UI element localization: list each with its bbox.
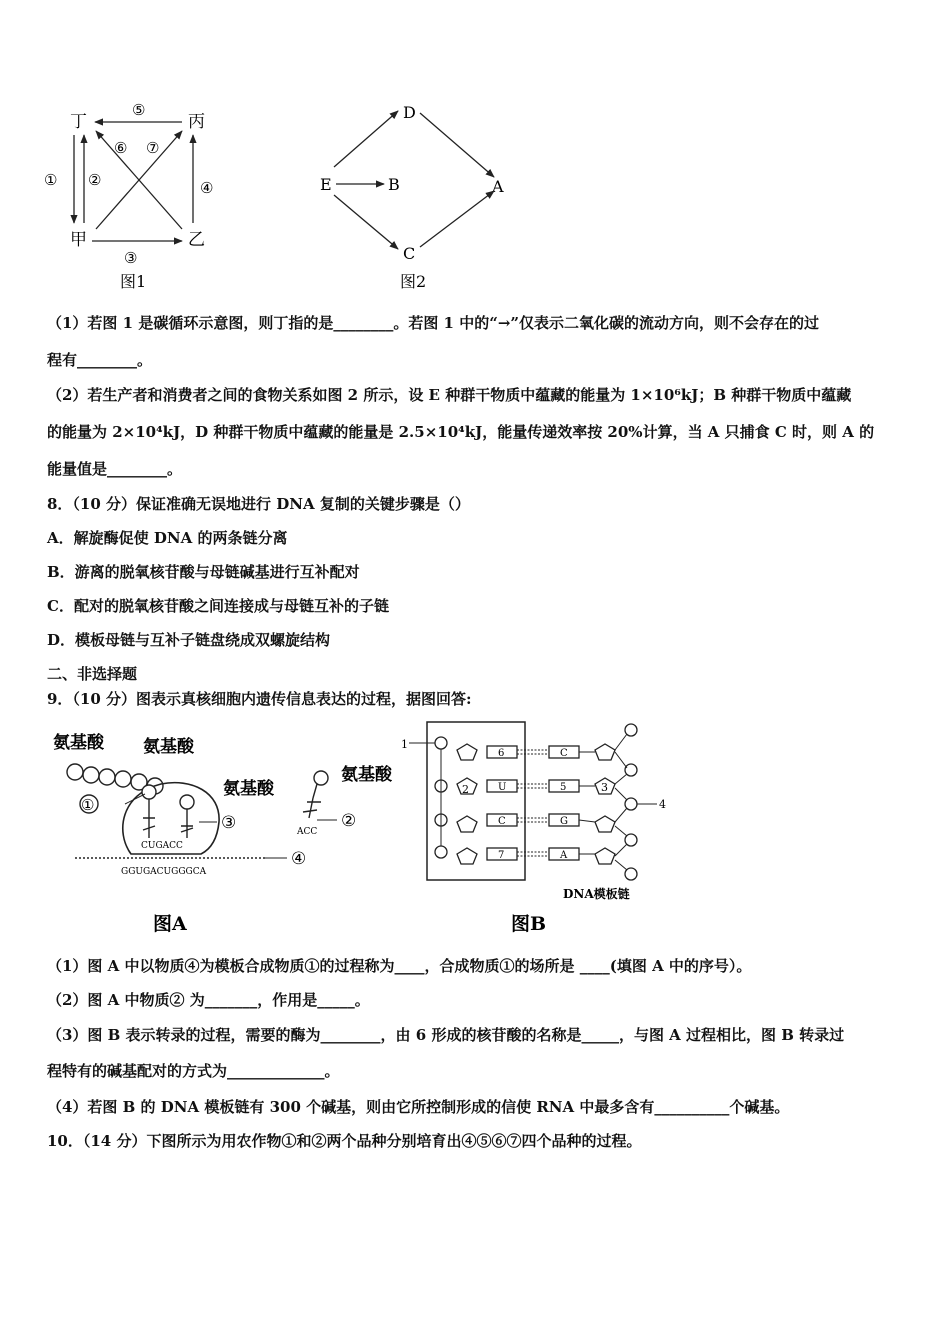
figA-acc: ACC	[297, 827, 318, 837]
node-jia: 甲	[70, 230, 87, 250]
figB-label-1: 1	[401, 738, 408, 751]
q9-stem: 9．（10 分）图表示真核细胞内遗传信息表达的过程，据图回答:	[47, 690, 472, 708]
figB-right-base-2: 5	[560, 782, 567, 793]
figA-aa-label-4: 氨基酸	[341, 765, 392, 785]
figA-anticodons: CUGACC	[141, 841, 183, 851]
arrow-C-A	[420, 191, 494, 247]
q8-option-c: C．配对的脱氧核苷酸之间连接成与母链互补的子链	[47, 597, 389, 615]
node-D: D	[403, 103, 416, 122]
trna-in-ribosome	[142, 785, 194, 838]
figA-num-2: ②	[341, 811, 357, 831]
q7-part2-line3: 能量值是________。	[47, 460, 183, 478]
node-yi: 乙	[188, 230, 205, 250]
q9-part2: （2）图 A 中物质② 为_______，作用是_____。	[47, 991, 370, 1009]
label-7: ⑦	[146, 139, 160, 157]
figA-caption: 图A	[153, 913, 187, 935]
figB-caption: 图B	[511, 913, 547, 935]
q7-part2-line2: 的能量为 2×10⁴kJ，D 种群干物质中蕴藏的能量是 2.5×10⁴kJ，能量传递效率按 20%计算，当 A 只捕食 C 时，则 A 的	[47, 423, 875, 441]
figure-a-translation	[45, 722, 405, 942]
dna-template-strand	[595, 724, 637, 880]
figA-num-3: ③	[221, 813, 237, 833]
label-3: ③	[124, 249, 138, 267]
q9-part1: （1）图 A 中以物质④为模板合成物质①的过程称为____，合成物质①的场所是 ____(填图 A 中的序号）。	[47, 957, 752, 975]
label-2: ②	[88, 171, 102, 189]
label-6: ⑥	[114, 139, 128, 157]
figB-left-base-4: 7	[498, 850, 505, 861]
figB-label-4: 4	[659, 798, 666, 811]
q8-option-d: D．模板母链与互补子链盘绕成双螺旋结构	[47, 631, 331, 649]
figA-num-1: ①	[81, 796, 95, 814]
figB-num-3: 3	[601, 781, 608, 794]
q8-option-a: A．解旋酶促使 DNA 的两条链分离	[47, 529, 288, 547]
q7-part1-line2: 程有________。	[47, 351, 153, 369]
figB-right-base-3: G	[560, 816, 568, 827]
figure-2-caption: 图2	[400, 272, 427, 291]
arrow-D-A	[420, 113, 494, 177]
label-5: ⑤	[132, 101, 146, 119]
q7-part2-line1: （2）若生产者和消费者之间的食物关系如图 2 所示，设 E 种群干物质中蕴藏的能量为 1×10⁶kJ；B 种群干物质中蕴藏	[47, 386, 852, 404]
q8-option-b: B．游离的脱氧核苷酸与母链碱基进行互补配对	[47, 563, 360, 581]
figA-num-4: ④	[291, 849, 307, 869]
figA-aa-label-3: 氨基酸	[223, 779, 274, 799]
q8-stem: 8．（10 分）保证准确无误地进行 DNA 复制的关键步骤是（）	[47, 495, 470, 513]
label-4: ④	[200, 179, 214, 197]
figB-num-2: 2	[462, 783, 469, 796]
figB-template-label: DNA模板链	[563, 887, 630, 901]
q9-part4: （4）若图 B 的 DNA 模板链有 300 个碱基，则由它所控制形成的信使 RNA 中最多含有__________个碱基。	[47, 1098, 790, 1116]
figA-aa-label-1: 氨基酸	[53, 733, 104, 753]
figure-2-food-web	[310, 95, 530, 295]
figB-right-base-4: A	[560, 850, 568, 861]
node-A: A	[492, 177, 504, 196]
label-1: ①	[44, 171, 58, 189]
figB-left-base-2: U	[498, 782, 507, 793]
figA-mrna-seq: GGUGACUGGGCA	[121, 867, 207, 877]
figure-b-transcription	[395, 718, 695, 942]
q9-part3-line1: （3）图 B 表示转录的过程，需要的酶为________，由 6 形成的核苷酸的名称是_____，与图 A 过程相比，图 B 转录过	[47, 1026, 845, 1044]
free-trna	[303, 771, 328, 818]
q10-stem: 10．（14 分）下图所示为用农作物①和②两个品种分别培育出④⑤⑥⑦四个品种的过程。	[47, 1132, 642, 1150]
arrow-E-D	[334, 111, 398, 167]
node-E: E	[320, 175, 332, 194]
node-bing: 丙	[188, 112, 205, 132]
node-ding: 丁	[70, 112, 87, 132]
figB-left-base-3: C	[498, 816, 506, 827]
node-B: B	[388, 175, 400, 194]
figA-aa-label-2: 氨基酸	[143, 737, 194, 757]
q9-part3-line2: 程特有的碱基配对的方式为_____________。	[47, 1062, 340, 1080]
figure-1-caption: 图1	[120, 272, 147, 291]
arrow-E-C	[334, 195, 398, 249]
section-heading: 二、非选择题	[47, 665, 138, 683]
node-C: C	[403, 244, 416, 263]
figB-left-base-1: 6	[498, 748, 505, 759]
figB-right-base-1: C	[560, 748, 568, 759]
q7-part1-line1: （1）若图 1 是碳循环示意图，则丁指的是________。若图 1 中的“→”仅表示二氧化碳的流动方向，则不会存在的过	[47, 314, 820, 332]
figure-1-carbon-cycle	[40, 95, 240, 295]
